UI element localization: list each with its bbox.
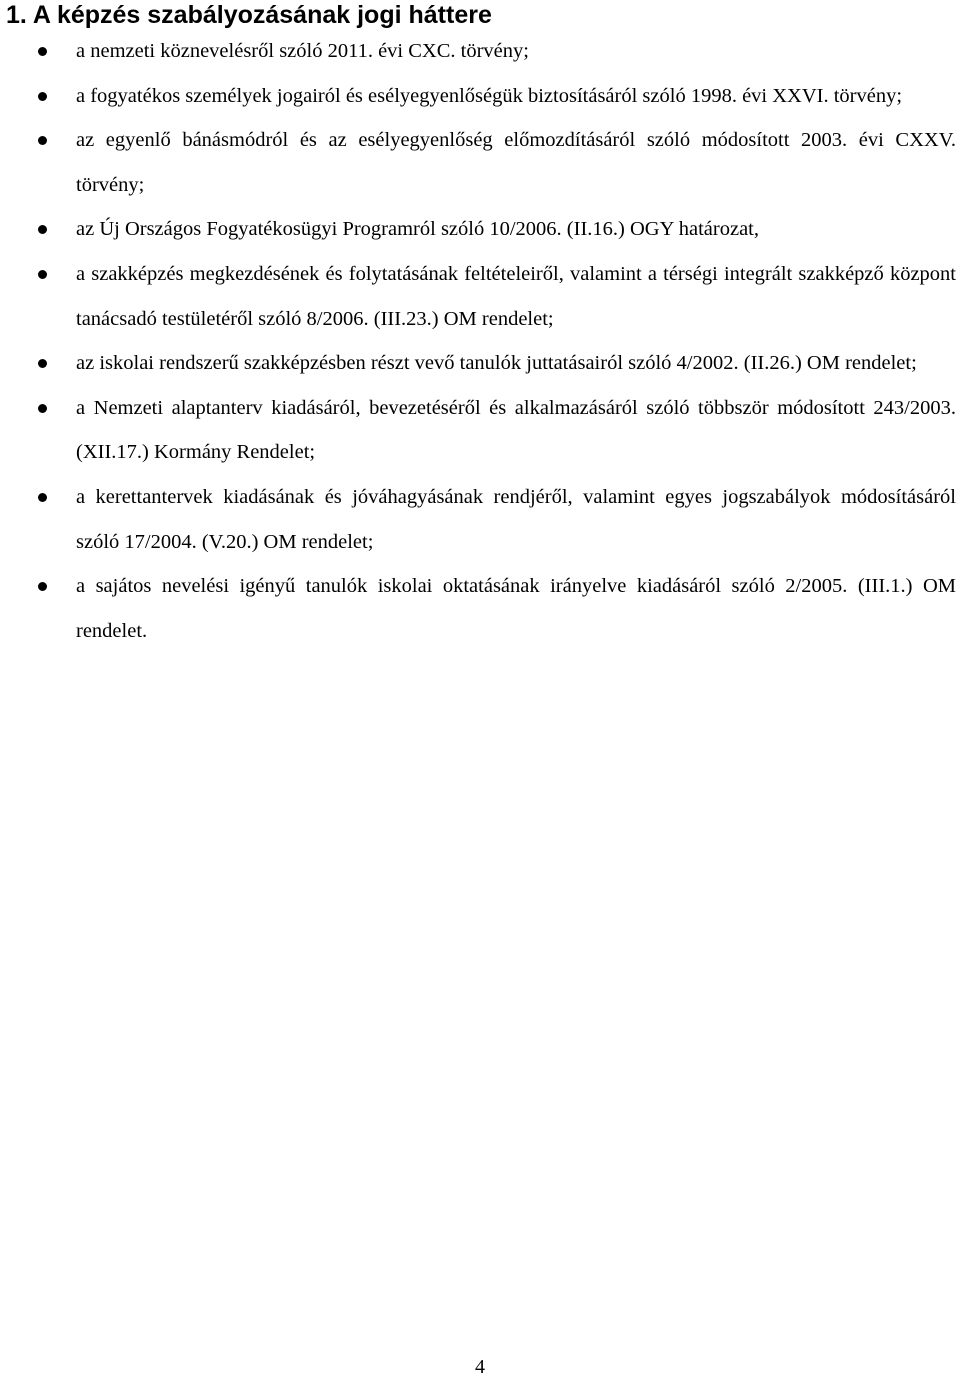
bullet-icon: [38, 359, 47, 368]
bullet-icon: [38, 270, 47, 279]
list-item: [0, 252, 956, 341]
bullet-icon: [38, 493, 47, 502]
bullet-icon: [38, 47, 47, 56]
list-item-text: a Nemzeti alaptanterv kiadásáról, bevezetéséről és alkalmazásáról szóló többször módosított 243/2003. (XII.17.) Kormány Rendelet;: [76, 396, 956, 464]
list-item-text: a fogyatékos személyek jogairól és esélyegyenlőségük biztosításáról szóló 1998. évi XXVI. törvény;: [76, 84, 903, 107]
list-item: [0, 29, 956, 74]
bullet-icon: [38, 136, 47, 145]
list-item: [0, 118, 956, 207]
regulation-list: [0, 29, 960, 653]
bullet-icon: [38, 225, 47, 234]
list-item-text: az Új Országos Fogyatékosügyi Programról szóló 10/2006. (II.16.) OGY határozat,: [76, 218, 759, 241]
list-item-text: az iskolai rendszerű szakképzésben részt vevő tanulók juttatásairól szóló 4/2002. (II.26.) OM rendelet;: [76, 352, 917, 375]
list-item: [0, 341, 956, 386]
page-number: 4: [475, 1356, 485, 1378]
list-item: [0, 207, 956, 252]
list-item-text: az egyenlő bánásmódról és az esélyegyenlőség előmozdításáról szóló módosított 2003. évi CXXV. törvény;: [76, 129, 956, 196]
list-item-text: a sajátos nevelési igényű tanulók iskolai oktatásának irányelve kiadásáról szóló 2/2005. (III.1.) OM rendelet.: [76, 575, 956, 642]
list-item-text: a szakképzés megkezdésének és folytatásának feltételeiről, valamint a térségi integrált szakképző központ tanácsadó testületéről szóló 8/2006. (III.23.) OM rendelet;: [76, 262, 956, 330]
bullet-icon: [38, 404, 47, 413]
list-item: [0, 386, 956, 475]
bullet-icon: [38, 582, 47, 591]
list-item-text: a nemzeti köznevelésről szóló 2011. évi CXC. törvény;: [76, 40, 529, 62]
section-heading: 1. A képzés szabályozásának jogi háttere: [6, 1, 492, 29]
list-item-text: a kerettantervek kiadásának és jóváhagyásának rendjéről, valamint egyes jogszabályok módosításáról szóló 17/2004. (V.20.) OM rendelet;: [76, 485, 956, 553]
list-item: [0, 564, 956, 653]
list-item: [0, 475, 956, 564]
list-item: [0, 74, 956, 119]
bullet-icon: [38, 92, 47, 101]
